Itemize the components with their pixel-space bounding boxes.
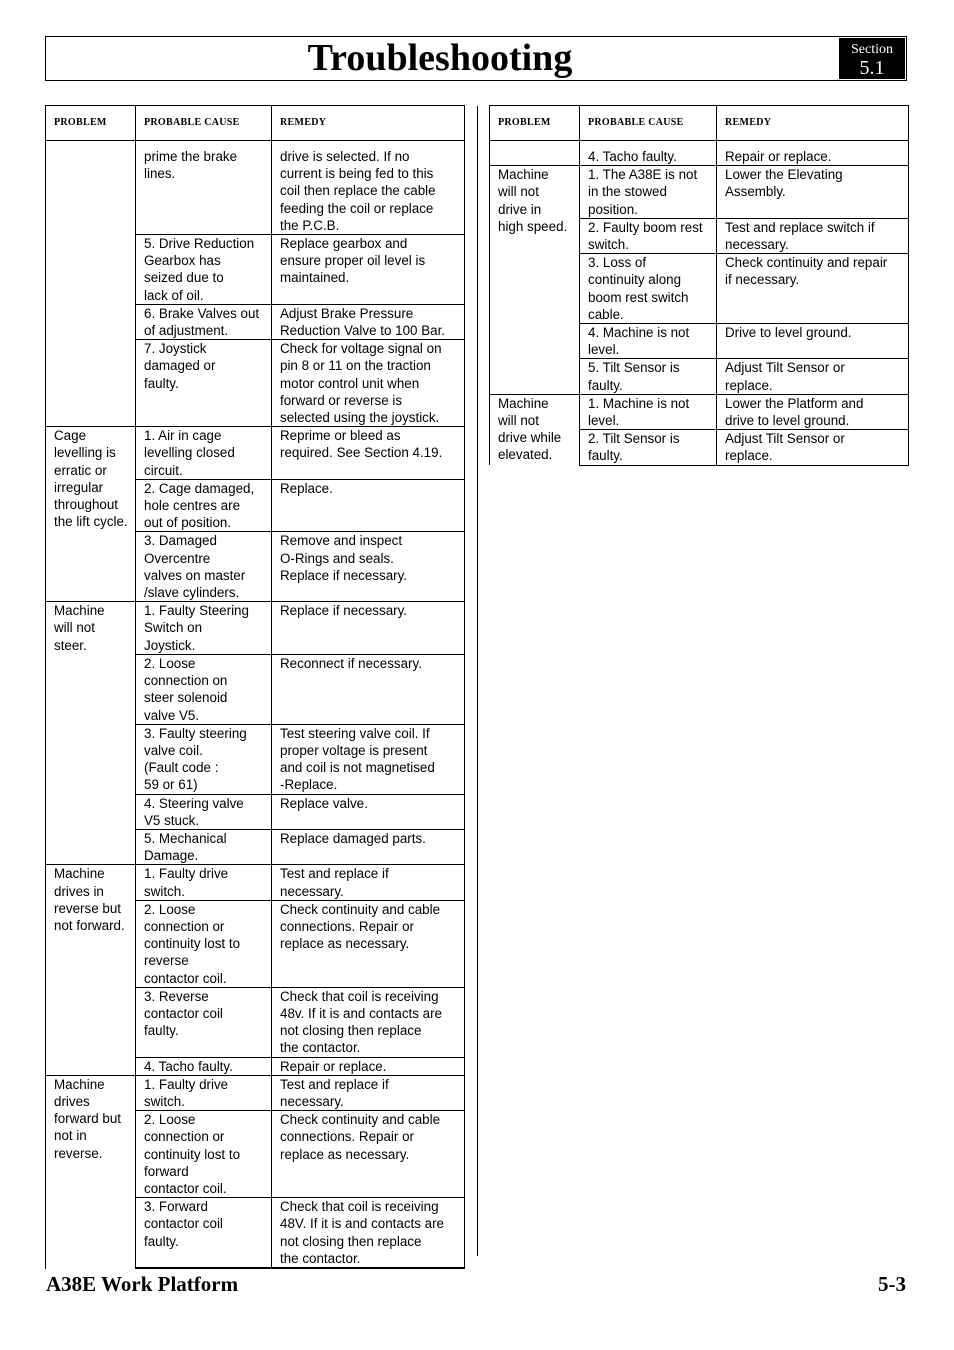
remedy-cell: Test steering valve coil. If proper voltage is present and coil is not magnetised -Replace.	[272, 724, 465, 794]
cause-cell: 2. Cage damaged, hole centres are out of position.	[136, 479, 272, 532]
remedy-cell: Repair or replace.	[717, 148, 909, 166]
cause-cell: prime the brake lines.	[136, 148, 272, 235]
cause-cell: 2. Loose connection or continuity lost to forward contactor coil.	[136, 1111, 272, 1198]
remedy-cell: Replace.	[272, 479, 465, 532]
spacer-cell	[46, 141, 136, 149]
spacer-cell	[580, 141, 717, 149]
remedy-cell: Drive to level ground.	[717, 324, 909, 359]
header-spacer	[46, 141, 465, 149]
footer-model: A38E Work Platform	[46, 1272, 239, 1296]
cause-cell: 5. Mechanical Damage.	[136, 829, 272, 864]
remedy-cell: Check continuity and cable connections. Repair or replace as necessary.	[272, 1111, 465, 1198]
remedy-cell	[272, 1268, 465, 1269]
remedy-cell: Check continuity and cable connections. Repair or replace as necessary.	[272, 900, 465, 987]
problem-cell	[490, 148, 580, 166]
cause-cell: 1. The A38E is not in the stowed position.	[580, 166, 717, 219]
cause-cell: 2. Faulty boom rest switch.	[580, 218, 717, 253]
remedy-cell: drive is selected. If no current is being fed to this coil then replace the cable feeding the coil or replace the P.C.B.	[272, 148, 465, 235]
remedy-cell: Check that coil is receiving 48v. If it is and contacts are not closing then replace the contactor.	[272, 987, 465, 1057]
cause-cell: 3. Damaged Overcentre valves on master /slave cylinders.	[136, 532, 272, 602]
cause-cell: 3. Reverse contactor coil faulty.	[136, 987, 272, 1057]
cause-cell: 7. Joystick damaged or faulty.	[136, 340, 272, 427]
problem-cell: Machine will not drive in high speed.	[490, 166, 580, 395]
table-row	[490, 166, 909, 219]
section-number: 5.1	[859, 57, 885, 79]
cause-cell	[136, 1268, 272, 1269]
spacer-cell	[490, 141, 580, 149]
remedy-cell: Check continuity and repair if necessary.	[717, 254, 909, 324]
cause-cell: 4. Machine is not level.	[580, 324, 717, 359]
column-header-remedy: REMEDY	[272, 106, 465, 141]
remedy-cell: Lower the Elevating Assembly.	[717, 166, 909, 219]
cause-cell: 6. Brake Valves out of adjustment.	[136, 304, 272, 339]
table-row	[490, 148, 909, 166]
problem-cell: Cage levelling is erratic or irregular throughout the lift cycle.	[46, 427, 136, 602]
problem-cell	[46, 148, 136, 427]
section-badge	[839, 38, 905, 79]
spacer-cell	[717, 141, 909, 149]
remedy-cell: Replace valve.	[272, 794, 465, 829]
table-row	[46, 1075, 465, 1110]
cause-cell: 1. Faulty drive switch.	[136, 1075, 272, 1110]
remedy-cell: Reconnect if necessary.	[272, 654, 465, 724]
troubleshooting-table-left	[45, 105, 465, 1269]
remedy-cell: Remove and inspect O-Rings and seals. Replace if necessary.	[272, 532, 465, 602]
cause-cell: 2. Tilt Sensor is faulty.	[580, 430, 717, 465]
remedy-cell: Adjust Tilt Sensor or replace.	[717, 359, 909, 394]
spacer-cell	[136, 141, 272, 149]
column-header-cause: PROBABLE CAUSE	[136, 106, 272, 141]
remedy-cell: Check that coil is receiving 48V. If it is and contacts are not closing then replace the contactor.	[272, 1198, 465, 1268]
remedy-cell: Test and replace if necessary.	[272, 1075, 465, 1110]
remedy-cell: Adjust Brake Pressure Reduction Valve to 100 Bar.	[272, 304, 465, 339]
cause-cell: 1. Air in cage levelling closed circuit.	[136, 427, 272, 480]
problem-cell: Machine will not steer.	[46, 602, 136, 865]
problem-cell: Machine will not drive while elevated.	[490, 394, 580, 465]
remedy-cell: Replace gearbox and ensure proper oil level is maintained.	[272, 235, 465, 305]
column-header-problem: PROBLEM	[490, 106, 580, 141]
table-row	[46, 148, 465, 235]
page-title: Troubleshooting	[307, 37, 573, 79]
spacer-cell	[272, 141, 465, 149]
remedy-cell: Lower the Platform and drive to level ground.	[717, 394, 909, 429]
column-divider	[477, 106, 478, 1256]
header-spacer	[490, 141, 909, 149]
page-number: 5-3	[878, 1272, 906, 1296]
remedy-cell: Reprime or bleed as required. See Section 4.19.	[272, 427, 465, 480]
cause-cell: 3. Forward contactor coil faulty.	[136, 1198, 272, 1268]
remedy-cell: Adjust Tilt Sensor or replace.	[717, 430, 909, 465]
table-row	[46, 865, 465, 900]
cause-cell: 1. Faulty drive switch.	[136, 865, 272, 900]
cause-cell: 4. Steering valve V5 stuck.	[136, 794, 272, 829]
page-header	[45, 36, 907, 81]
section-label: Section	[851, 42, 893, 57]
remedy-cell: Replace damaged parts.	[272, 829, 465, 864]
cause-cell: 3. Loss of continuity along boom rest switch cable.	[580, 254, 717, 324]
table-row	[46, 427, 465, 480]
cause-cell: 2. Loose connection on steer solenoid valve V5.	[136, 654, 272, 724]
cause-cell: 1. Faulty Steering Switch on Joystick.	[136, 602, 272, 655]
remedy-cell: Replace if necessary.	[272, 602, 465, 655]
column-header-cause: PROBABLE CAUSE	[580, 106, 717, 141]
table-row	[46, 602, 465, 655]
cause-cell: 1. Machine is not level.	[580, 394, 717, 429]
remedy-cell: Check for voltage signal on pin 8 or 11 on the traction motor control unit when forward or reverse is selected using the joystick.	[272, 340, 465, 427]
remedy-cell: Test and replace if necessary.	[272, 865, 465, 900]
cause-cell: 5. Drive Reduction Gearbox has seized due to lack of oil.	[136, 235, 272, 305]
remedy-cell: Repair or replace.	[272, 1057, 465, 1075]
column-header-problem: PROBLEM	[46, 106, 136, 141]
cause-cell: 2. Loose connection or continuity lost to reverse contactor coil.	[136, 900, 272, 987]
cause-cell: 4. Tacho faulty.	[136, 1057, 272, 1075]
troubleshooting-table-right	[489, 105, 909, 466]
problem-cell: Machine drives in reverse but not forward.	[46, 865, 136, 1075]
cause-cell: 3. Faulty steering valve coil. (Fault code : 59 or 61)	[136, 724, 272, 794]
cause-cell: 4. Tacho faulty.	[580, 148, 717, 166]
problem-cell: Machine drives forward but not in reverse.	[46, 1075, 136, 1268]
column-header-remedy: REMEDY	[717, 106, 909, 141]
cause-cell: 5. Tilt Sensor is faulty.	[580, 359, 717, 394]
remedy-cell: Test and replace switch if necessary.	[717, 218, 909, 253]
table-row	[490, 394, 909, 429]
